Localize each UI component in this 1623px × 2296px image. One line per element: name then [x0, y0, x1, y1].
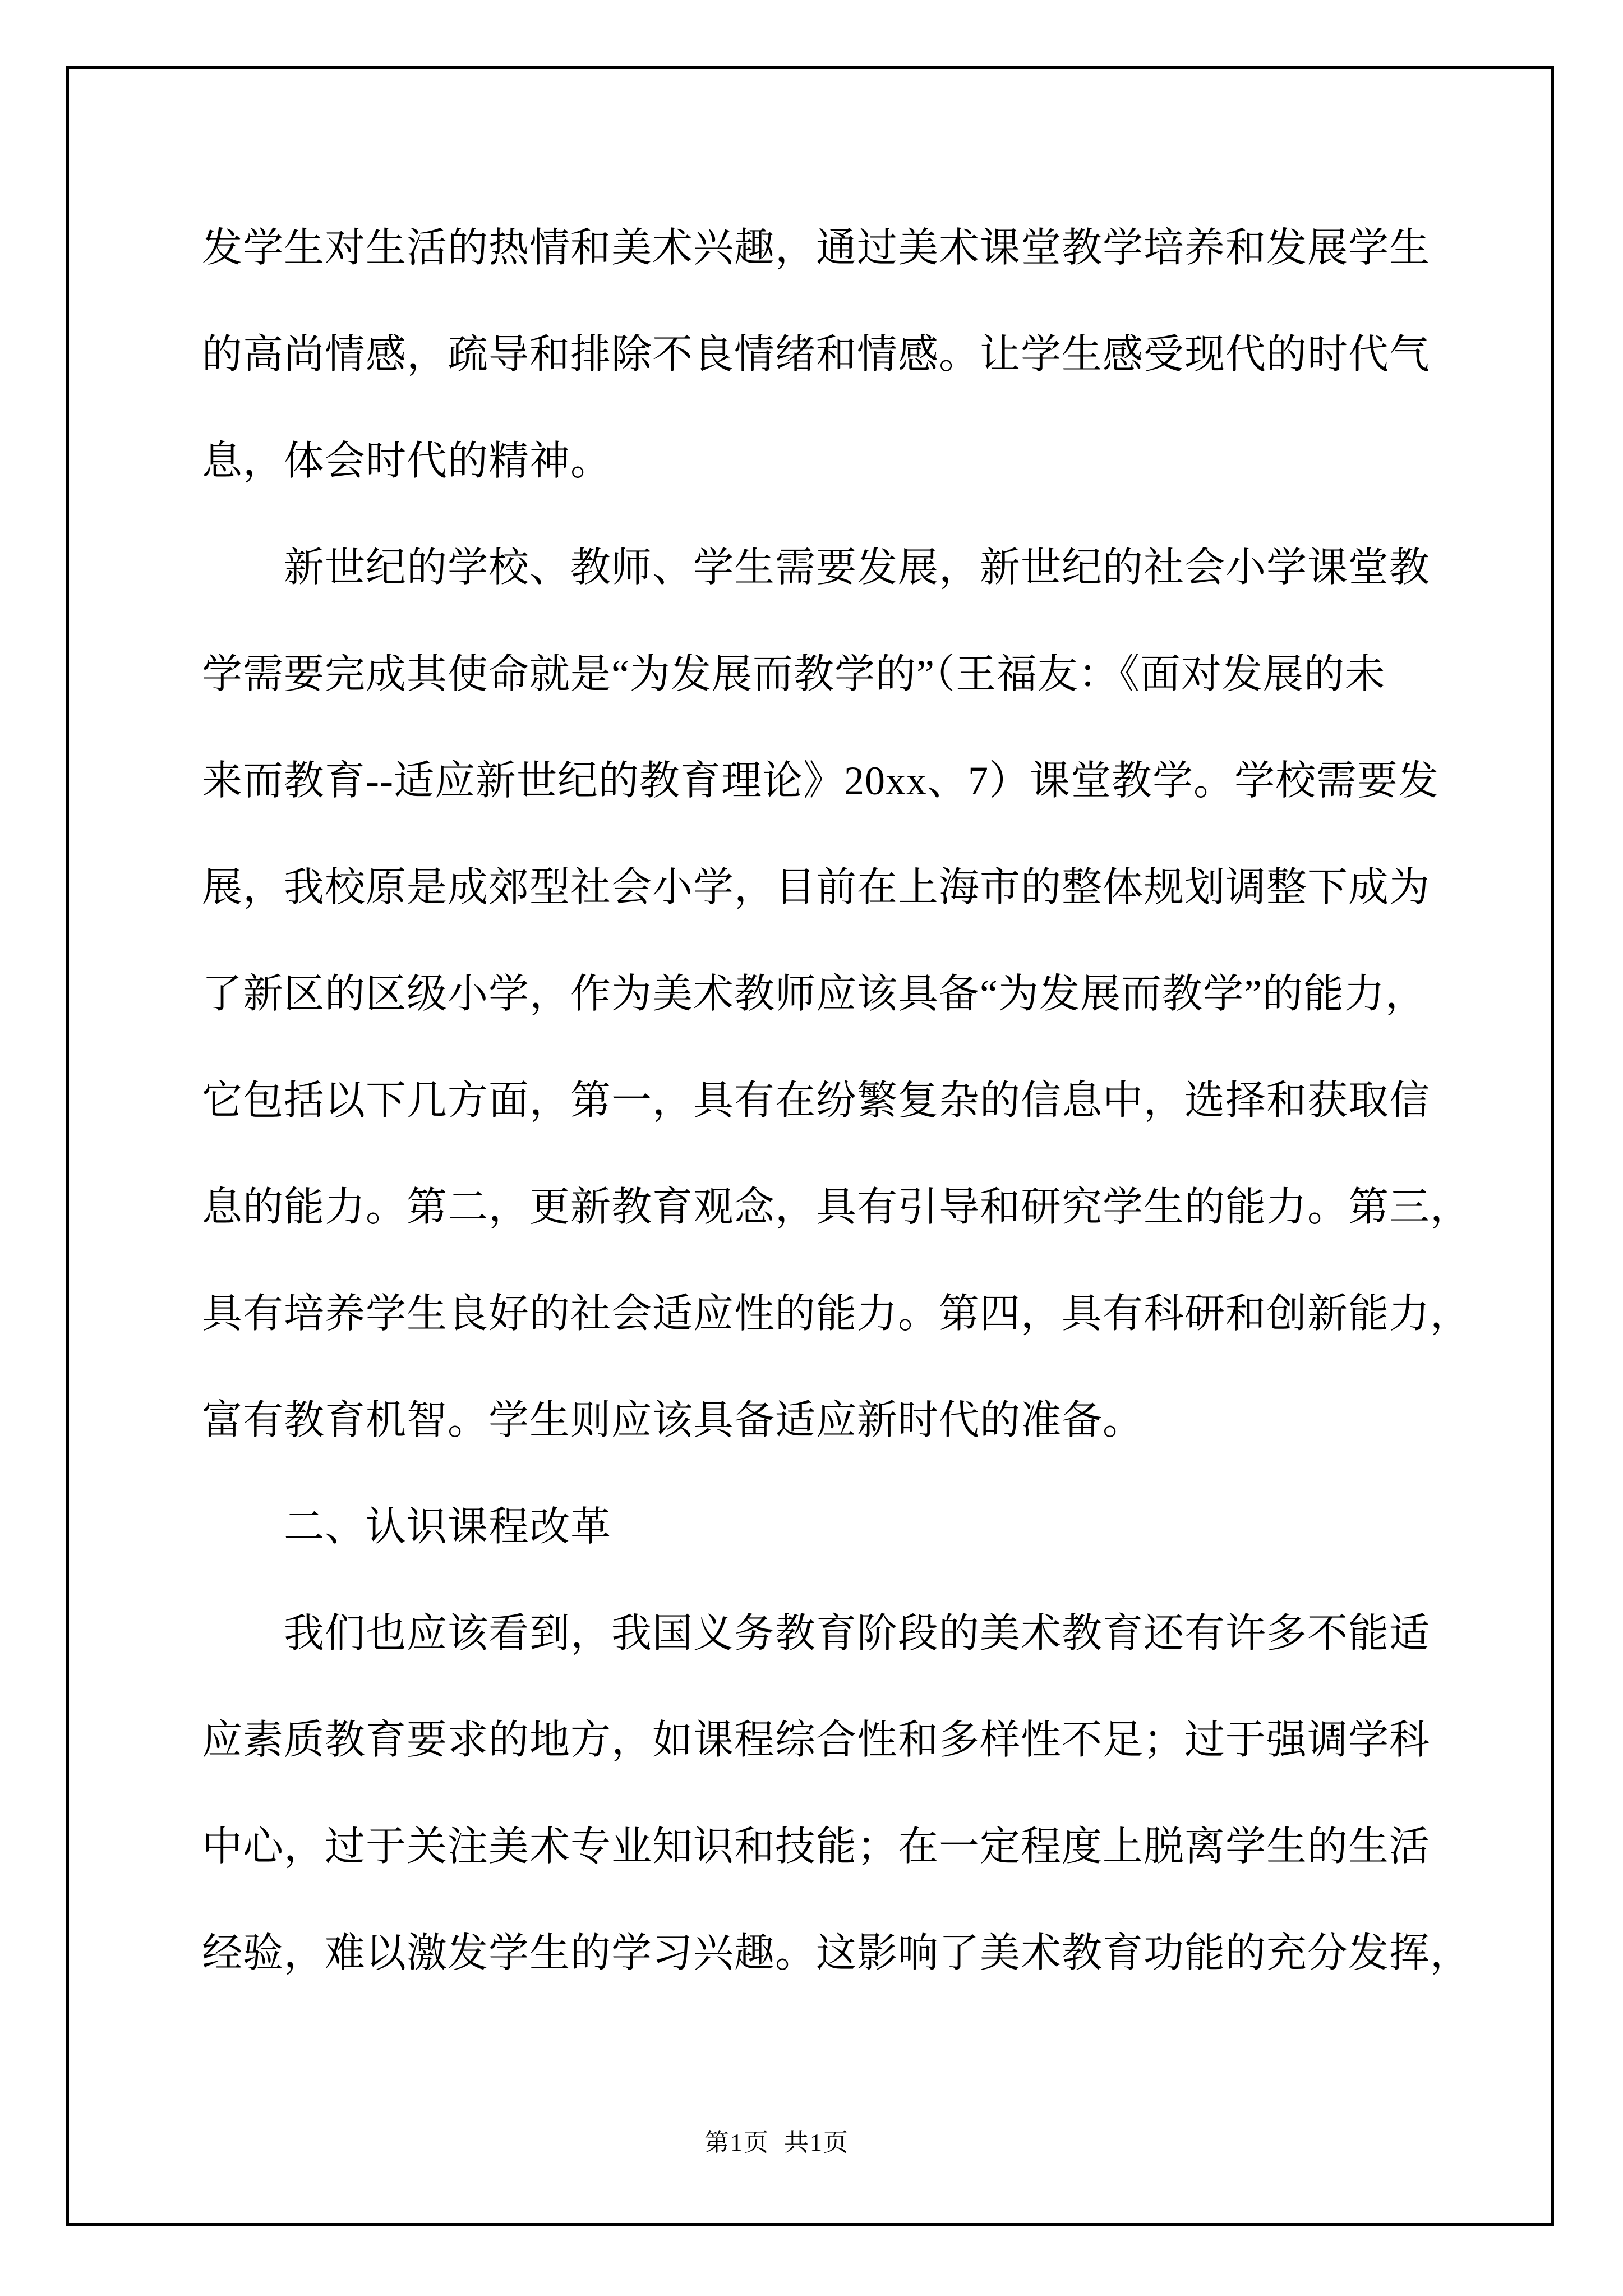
- body-text: [202, 195, 1472, 2007]
- text-line: 中心，过于关注美术专业知识和技能；在一定程度上脱离学生的生活: [202, 1824, 1431, 1869]
- text-line: 息，体会时代的精神。: [202, 439, 612, 484]
- text-line: 了新区的区级小学，作为美术教师应该具备“为发展而教学”的能力，: [202, 972, 1426, 1016]
- page-number: 第1页 共1页: [704, 2129, 849, 2156]
- text-line: 应素质教育要求的地方，如课程综合性和多样性不足；过于强调学科: [202, 1718, 1431, 1763]
- text-line: 来而教育--适应新世纪的教育理论》20xx、7）课堂教学。学校需要发: [202, 758, 1439, 803]
- text-line: 息的能力。第二，更新教育观念，具有引导和研究学生的能力。第三，: [202, 1185, 1472, 1230]
- text-line: 新世纪的学校、教师、学生需要发展，新世纪的社会小学课堂教: [284, 545, 1431, 590]
- page-footer: [0, 2118, 1623, 2168]
- text-line: 我们也应该看到，我国义务教育阶段的美术教育还有许多不能适: [284, 1611, 1431, 1656]
- text-line: 发学生对生活的热情和美术兴趣，通过美术课堂教学培养和发展学生: [202, 226, 1431, 270]
- text-line: 经验，难以激发学生的学习兴趣。这影响了美术教育功能的充分发挥，: [202, 1931, 1472, 1976]
- text-line: 富有教育机智。学生则应该具备适应新时代的准备。: [202, 1398, 1144, 1443]
- text-line: 展，我校原是成郊型社会小学，目前在上海市的整体规划调整下成为: [202, 865, 1431, 910]
- section-heading: 二、认识课程改革: [284, 1504, 612, 1549]
- text-line: 的高尚情感，疏导和排除不良情绪和情感。让学生感受现代的时代气: [202, 332, 1431, 377]
- text-line: 它包括以下几方面，第一，具有在纷繁复杂的信息中，选择和获取信: [202, 1078, 1431, 1123]
- text-line: 具有培养学生良好的社会适应性的能力。第四，具有科研和创新能力，: [202, 1291, 1472, 1336]
- text-line: 学需要完成其使命就是“为发展而教学的”（王福友：《面对发展的未: [202, 652, 1386, 697]
